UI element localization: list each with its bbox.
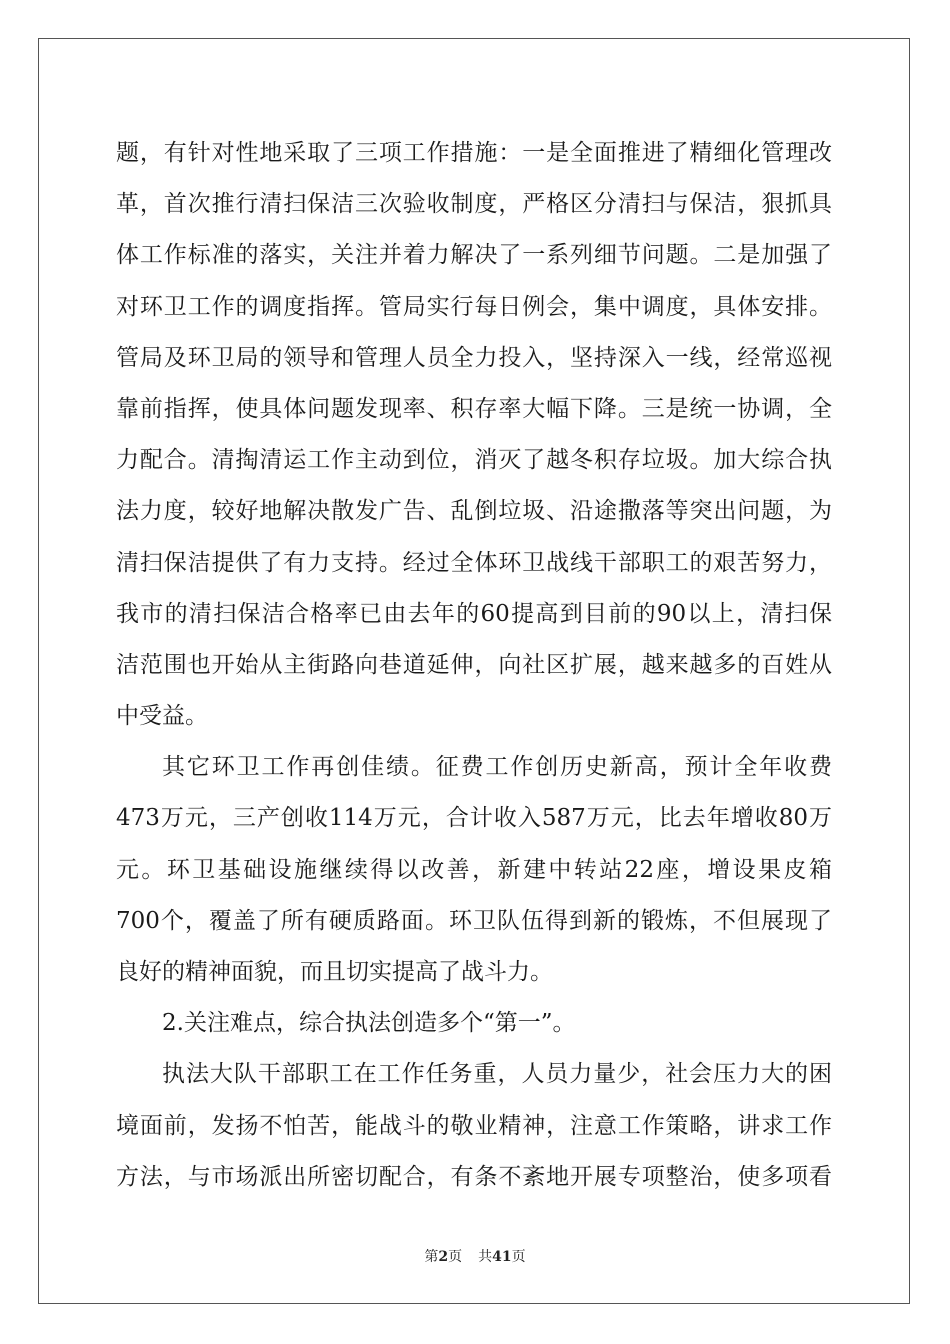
section-heading: 2.关注难点，综合执法创造多个“第一”。 — [162, 1010, 576, 1037]
total-pages: 41 — [492, 1249, 512, 1265]
text-line: 700个，覆盖了所有硬质路面。环卫队伍得到新的锻炼，不但展现了 — [116, 907, 832, 934]
text-line: 管局及环卫局的领导和管理人员全力投入，坚持深入一线，经常巡视 — [116, 344, 832, 371]
total-suffix: 页 — [511, 1249, 526, 1265]
text-line: 力配合。清掏清运工作主动到位，消灭了越冬积存垃圾。加大综合执 — [116, 447, 832, 474]
text-line: 中受益。 — [116, 703, 208, 730]
page-prefix: 第 — [424, 1249, 439, 1265]
text-line: 题，有针对性地采取了三项工作措施：一是全面推进了精细化管理改 — [116, 140, 832, 166]
text-line: 对环卫工作的调度指挥。管局实行每日例会，集中调度，具体安排。 — [116, 293, 832, 320]
text-line: 清扫保洁提供了有力支持。经过全体环卫战线干部职工的艰苦努力， — [116, 549, 832, 576]
paragraph-first-line: 其它环卫工作再创佳绩。征费工作创历史新高，预计全年收费 — [162, 754, 832, 781]
document-body — [116, 128, 832, 1203]
text-line: 境面前，发扬不怕苦，能战斗的敬业精神，注意工作策略，讲求工作 — [116, 1112, 832, 1139]
text-line: 良好的精神面貌，而且切实提高了战斗力。 — [116, 959, 553, 985]
text-line: 靠前指挥，使具体问题发现率、积存率大幅下降。三是统一协调，全 — [116, 395, 832, 422]
text-line: 我市的清扫保洁合格率已由去年的60提高到目前的90以上，清扫保 — [116, 600, 832, 627]
page-suffix: 页 — [448, 1249, 463, 1265]
page-number: 2 — [438, 1249, 449, 1265]
text-line: 473万元，三产创收114万元，合计收入587万元，比去年增收80万 — [116, 805, 832, 832]
text-line: 方法，与市场派出所密切配合，有条不紊地开展专项整治，使多项看 — [116, 1163, 832, 1190]
text-line: 体工作标准的落实，关注并着力解决了一系列细节问题。二是加强了 — [116, 242, 832, 269]
text-line: 革，首次推行清扫保洁三次验收制度，严格区分清扫与保洁，狠抓具 — [116, 191, 832, 218]
total-prefix: 共 — [478, 1249, 493, 1265]
paragraph-first-line: 执法大队干部职工在工作任务重，人员力量少，社会压力大的困 — [162, 1061, 832, 1088]
text-line: 法力度，较好地解决散发广告、乱倒垃圾、沿途撒落等突出问题，为 — [116, 498, 832, 525]
page-footer — [0, 1246, 950, 1266]
text-line: 洁范围也开始从主街路向巷道延伸，向社区扩展，越来越多的百姓从 — [116, 651, 832, 678]
text-line: 元。环卫基础设施继续得以改善，新建中转站22座，增设果皮箱 — [116, 856, 832, 883]
